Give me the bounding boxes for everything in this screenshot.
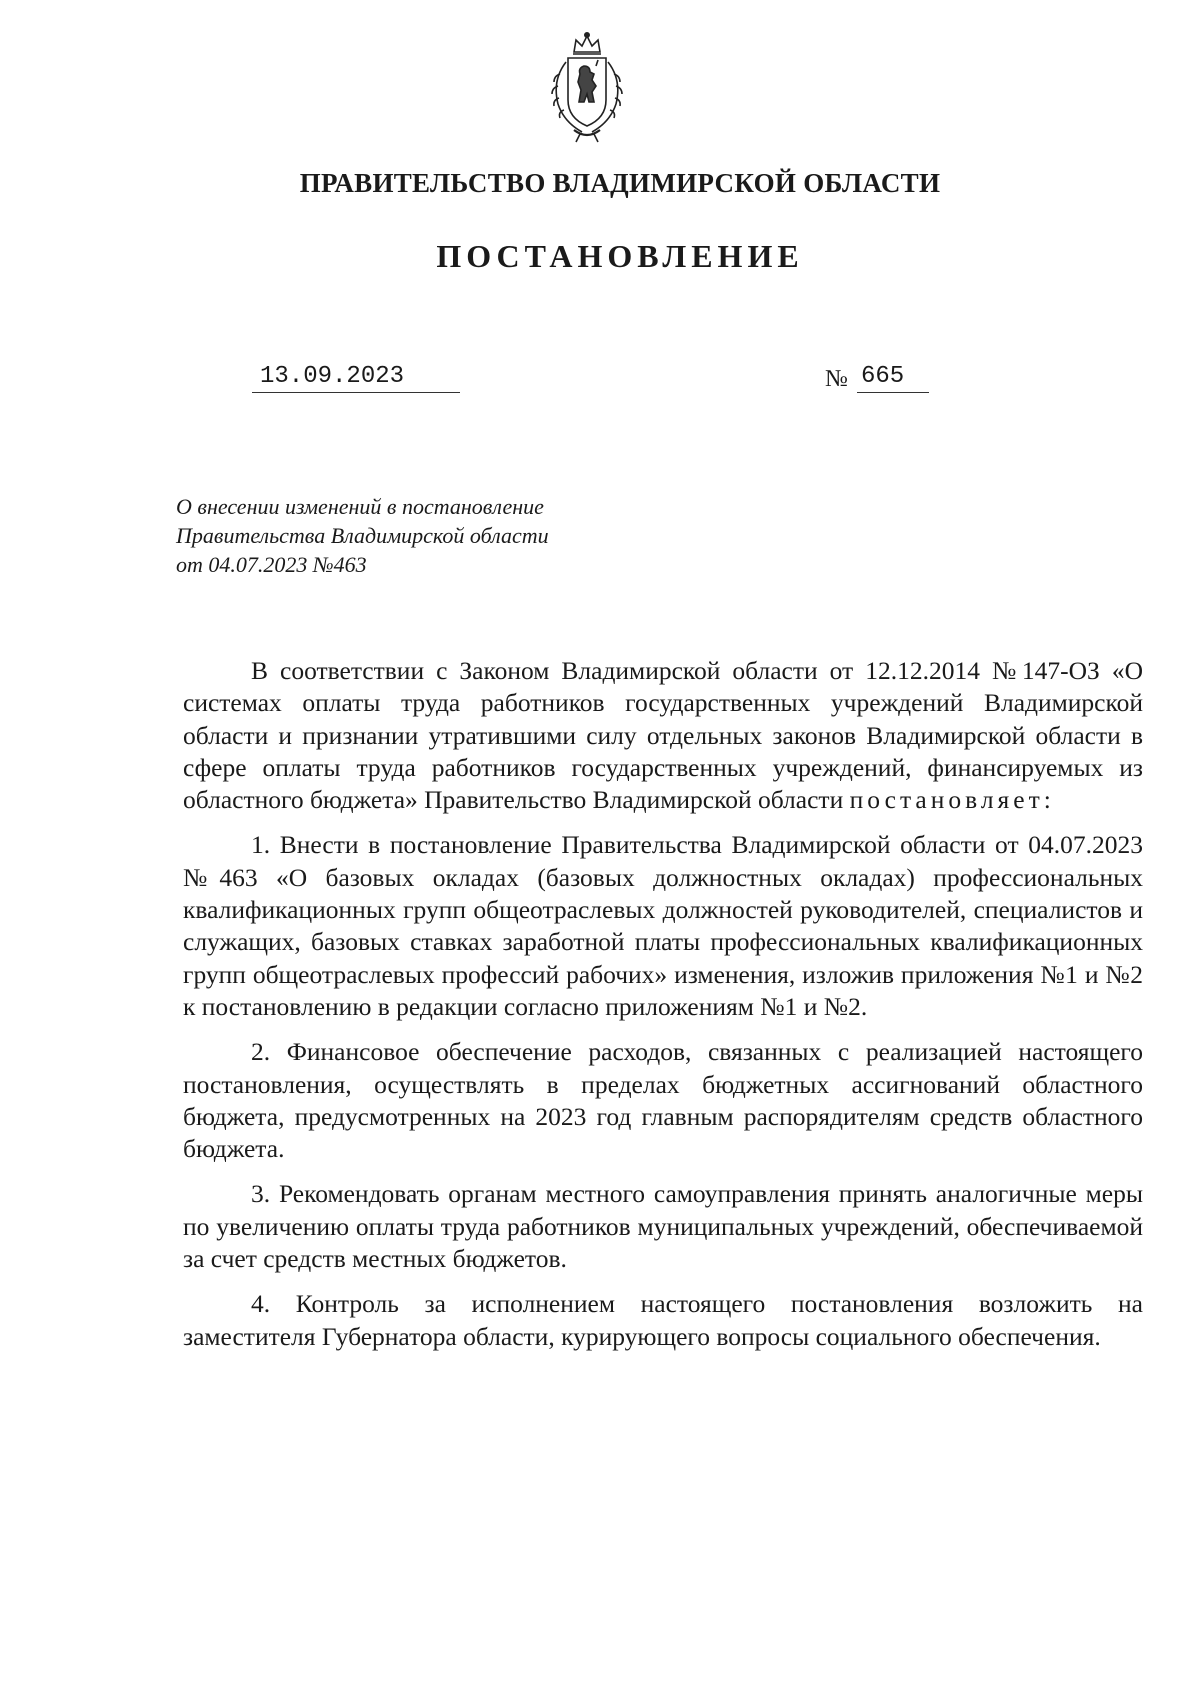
document-number: 665 bbox=[857, 362, 929, 393]
coat-of-arms-icon bbox=[540, 30, 634, 144]
organization-title: ПРАВИТЕЛЬСТВО ВЛАДИМИРСКОЙ ОБЛАСТИ bbox=[299, 168, 941, 198]
number-label: № bbox=[825, 366, 848, 392]
intro-text: В соответствии с Законом Владимирской области от 12.12.2014 №147-ОЗ «О системах оплаты труда работников государственных учреждений Владимирской области и признании утратившими силу отдельных законов Владимирской области в сфере оплаты труда работников государственных учреждений, финансируемых из областного бюджета» Правительство Владимирской области bbox=[183, 656, 1143, 815]
decree-word: постановляет: bbox=[849, 785, 1055, 815]
subject-line: от 04.07.2023 №463 bbox=[176, 552, 367, 577]
document-type-heading: ПОСТАНОВЛЕНИЕ bbox=[436, 238, 804, 274]
subject-line: Правительства Владимирской области bbox=[176, 523, 549, 548]
document-subject bbox=[176, 492, 549, 579]
intro-paragraph bbox=[183, 655, 1143, 816]
subject-line: О внесении изменений в постановление bbox=[176, 494, 544, 519]
item-paragraph: 2. Финансовое обеспечение расходов, связанных с реализацией настоящего постановления, осуществлять в пределах бюджетных ассигнований областного бюджета, предусмотренных на 2023 год главным распорядителям средств областного бюджета. bbox=[183, 1037, 1143, 1164]
document-date: 13.09.2023 bbox=[252, 362, 460, 393]
item-paragraph: 3. Рекомендовать органам местного самоуправления принять аналогичные меры по увеличению оплаты труда работников муниципальных учреждений, обеспечиваемой за счет средств местных бюджетов. bbox=[183, 1179, 1143, 1274]
item-paragraph: 4. Контроль за исполнением настоящего постановления возложить на заместителя Губернатора области, курирующего вопросы социального обеспечения. bbox=[183, 1289, 1143, 1351]
document-body bbox=[183, 655, 1143, 1366]
item-paragraph: 1. Внести в постановление Правительства Владимирской области от 04.07.2023 №463 «О базовых окладах (базовых должностных окладах) профессиональных квалификационных групп общеотраслевых должностей руководителей, специалистов и служащих, базовых ставках заработной платы профессиональных квалификационных групп общеотраслевых профессий рабочих» изменения, изложив приложения №1 и №2 к постановлению в редакции согласно приложениям №1 и №2. bbox=[183, 830, 1143, 1021]
